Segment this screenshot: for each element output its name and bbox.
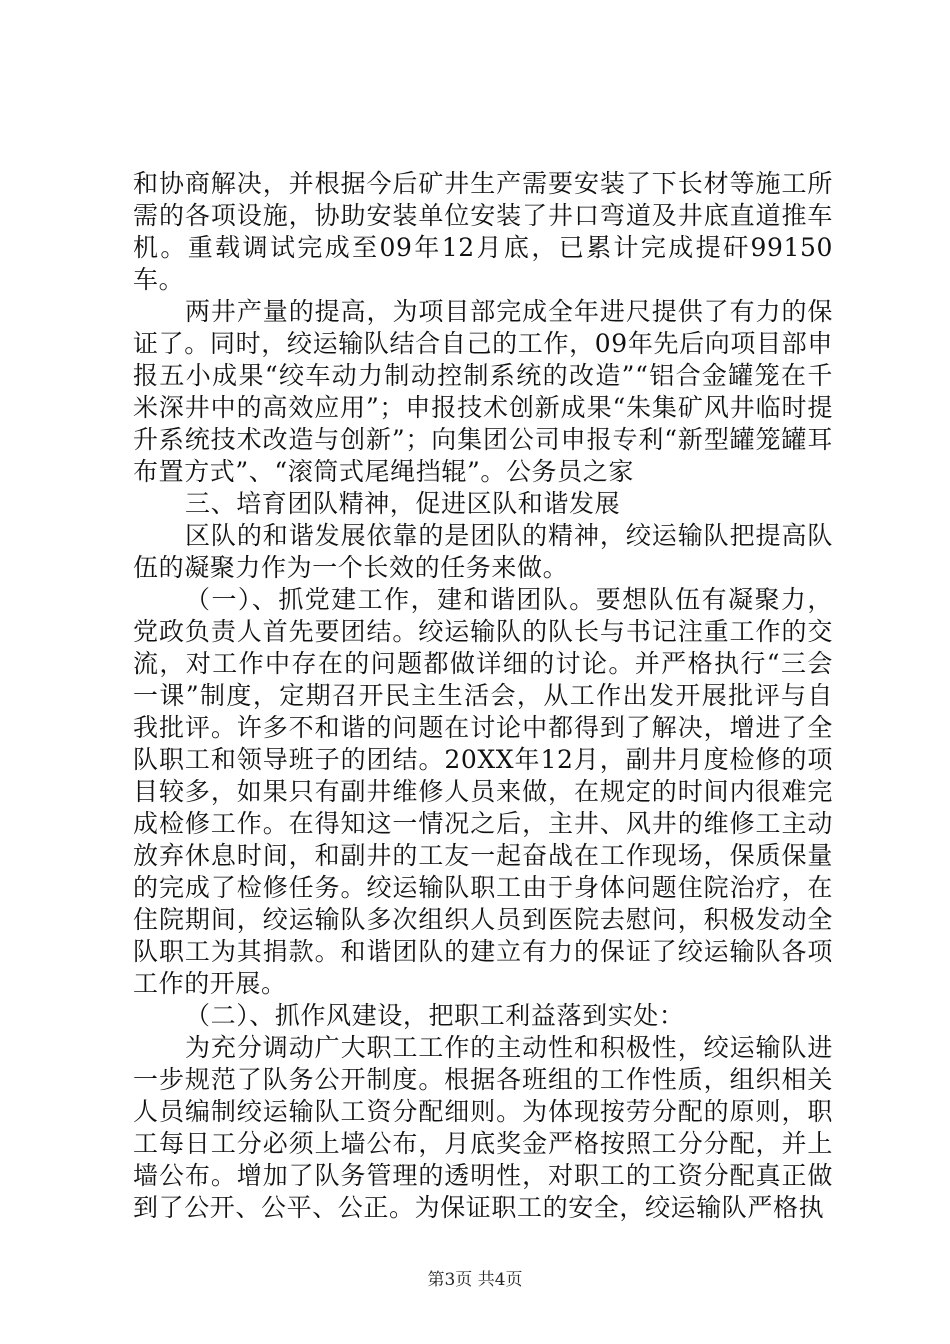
page-footer: 第3页 共4页 (427, 1270, 523, 1290)
paragraph-continuation: 和协商解决，并根据今后矿井生产需要安装了下长材等施工所需的各项设施，协助安装单位安装了井口弯道及井底直道推车机。重载调试完成至09年12月底，已累计完成提矸99150车。 (133, 169, 833, 294)
paragraph-team-spirit-intro: 区队的和谐发展依靠的是团队的精神，绞运输队把提高队伍的凝聚力作为一个长效的任务来做。 (133, 521, 833, 582)
section-heading-team-spirit: 三、培育团队精神，促进区队和谐发展 (185, 489, 621, 518)
paragraph-work-style: 为充分调动广大职工工作的主动性和积极性，绞运输队进一步规范了队务公开制度。根据各班组的工作性质，组织相关人员编制绞运输队工资分配细则。为体现按劳分配的原则，职工每日工分必须上墙公布，月底奖金严格按照工分分配，并上墙公布。增加了队务管理的透明性，对职工的工资分配真正做到了公开、公平、公正。为保证职工的安全，绞运输队严格执 (133, 1033, 833, 1222)
paragraph-party-building: （一）、抓党建工作，建和谐团队。要想队伍有凝聚力，党政负责人首先要团结。绞运输队的队长与书记注重工作的交流，对工作中存在的问题都做详细的讨论。并严格执行“三会一课”制度，定期召开民主生活会，从工作出发开展批评与自我批评。许多不和谐的问题在讨论中都得到了解决，增进了全队职工和领导班子的团结。20XX年12月，副井月度检修的项目较多，如果只有副井维修人员来做，在规定的时间内很难完成检修工作。在得知这一情况之后，主井、风井的维修工主动放弃休息时间，和副井的工友一起奋战在工作现场，保质保量的完成了检修任务。绞运输队职工由于身体问题住院治疗，在住院期间，绞运输队多次组织人员到医院去慰问，积极发动全队职工为其捐款。和谐团队的建立有力的保证了绞运输队各项工作的开展。 (133, 585, 833, 998)
text-block-continuation (133, 168, 833, 296)
subheading-work-style: （二）、抓作风建设，把职工利益落到实处： (185, 1001, 685, 1030)
paragraph-output-increase: 两井产量的提高，为项目部完成全年进尺提供了有力的保证了。同时，绞运输队结合自己的工作，09年先后向项目部申报五小成果“绞车动力制动控制系统的改造”“铝合金罐笼在千米深井中的高效应用”；申报技术创新成果“朱集矿风井临时提升系统技术改造与创新”；向集团公司申报专利“新型罐笼罐耳布置方式”、“滚筒式尾绳挡辊”。公务员之家 (133, 297, 833, 486)
text-block-main (133, 296, 833, 1224)
